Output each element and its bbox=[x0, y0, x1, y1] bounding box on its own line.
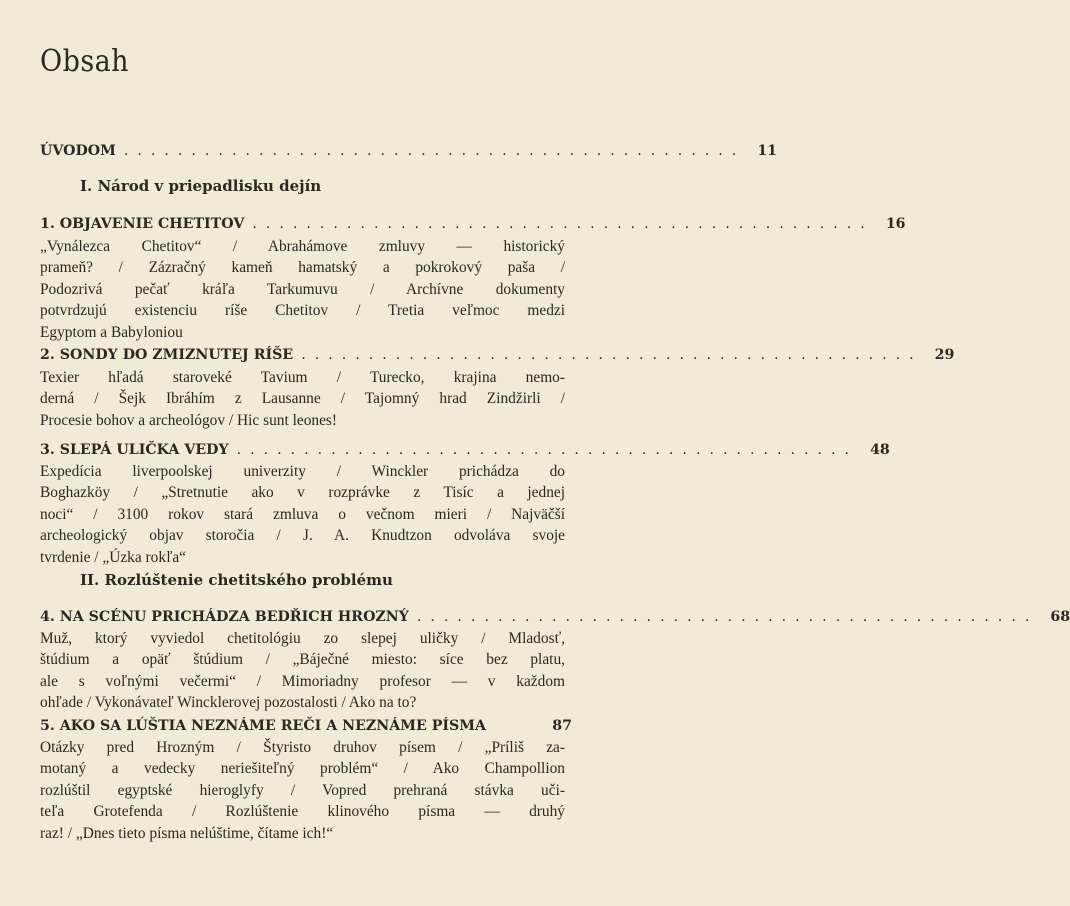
summary-line: Otázky pred Hrozným / Štyristo druhov písem / „Príliš za- bbox=[40, 739, 565, 756]
toc-page-number: 48 bbox=[870, 442, 890, 458]
toc-entry-chapter-1 bbox=[40, 216, 906, 232]
chapter-1-summary bbox=[40, 236, 565, 343]
part-heading-1: I. Národ v priepadlisku dejín bbox=[80, 177, 322, 195]
toc-entry-label: 1. OBJAVENIE CHETITOV bbox=[40, 216, 245, 232]
summary-line: Expedícia liverpoolskej univerzity / Winckler prichádza do bbox=[40, 463, 565, 480]
chapter-2-summary bbox=[40, 367, 565, 431]
summary-line: motaný a vedecky neriešiteľný problém“ / Ako Champollion bbox=[40, 760, 565, 778]
summary-line: štúdium a opäť štúdium / „Báječné miesto: síce bez platu, bbox=[40, 651, 565, 669]
summary-line: tvrdenie / „Úzka rokľa“ bbox=[40, 548, 186, 566]
leader-dots: .............................................. bbox=[123, 143, 746, 159]
summary-line: raz! / „Dnes tieto písma nelúštime, čítame ich!“ bbox=[40, 824, 334, 842]
toc-entry-label: 3. SLEPÁ ULIČKA VEDY bbox=[40, 442, 229, 458]
summary-line: Podozrivá pečať kráľa Tarkumuvu / Archívne dokumenty bbox=[40, 280, 565, 298]
leader-dots: .............................................. bbox=[416, 609, 1039, 625]
chapter-3-summary bbox=[40, 461, 565, 568]
summary-line: archeologický objav storočia / J. A. Knudtzon odvoláva svoje bbox=[40, 527, 565, 545]
summary-line: potvrdzujú existenciu ríše Chetitov / Tretia veľmoc medzi bbox=[40, 302, 565, 320]
toc-entry-chapter-2 bbox=[40, 347, 955, 363]
toc-entry-chapter-4 bbox=[40, 609, 1070, 625]
toc-entry-label: 2. SONDY DO ZMIZNUTEJ RÍŠE bbox=[40, 347, 294, 363]
summary-line: Muž, ktorý vyviedol chetitológiu zo slepej uličky / Mladosť, bbox=[40, 630, 565, 647]
chapter-4-summary bbox=[40, 628, 565, 714]
summary-line: Procesie bohov a archeológov / Hic sunt leones! bbox=[40, 411, 338, 429]
summary-line: Boghazköy / „Stretnutie ako v rozprávke z Tisíc a jednej bbox=[40, 484, 565, 502]
summary-line: Egyptom a Babyloniou bbox=[40, 323, 183, 341]
toc-entry-label: 4. NA SCÉNU PRICHÁDZA BEDŘICH HROZNÝ bbox=[40, 609, 409, 625]
summary-line: ohľade / Vykonávateľ Wincklerovej pozostalosti / Ako na to? bbox=[40, 694, 417, 712]
summary-line: noci“ / 3100 rokov stará zmluva o večnom mieri / Najväčší bbox=[40, 505, 565, 523]
toc-page-number: 11 bbox=[757, 143, 778, 159]
chapter-5-summary bbox=[40, 737, 565, 844]
leader-dots: .............................................. bbox=[301, 347, 923, 363]
toc-entry-intro bbox=[40, 143, 778, 159]
summary-line: rozlúštil egyptské hieroglyfy / Vopred prehraná stávka uči- bbox=[40, 781, 565, 799]
leader-dots: .............................................. bbox=[236, 442, 859, 458]
summary-line: derná / Šejk Ibráhím z Lausanne / Tajomný hrad Zindžirli / bbox=[40, 390, 565, 408]
page-title: Obsah bbox=[40, 44, 130, 79]
toc-page-number: 16 bbox=[885, 216, 906, 232]
summary-line: teľa Grotefenda / Rozlúštenie klinového písma — druhý bbox=[40, 803, 565, 821]
toc-entry-label: 5. AKO SA LÚŠTIA NEZNÁME REČI A NEZNÁME PÍSMA bbox=[40, 718, 486, 734]
toc-entry-label: ÚVODOM bbox=[40, 143, 116, 159]
summary-line: Texier hľadá staroveké Tavium / Turecko, krajina nemo- bbox=[40, 369, 565, 386]
toc-page-number: 87 bbox=[552, 718, 572, 734]
part-heading-2: II. Rozlúštenie chetitského problému bbox=[80, 571, 393, 589]
toc-page-number: 29 bbox=[934, 347, 955, 363]
summary-line: „Vynálezca Chetitov“ / Abrahámove zmluvy — historický bbox=[40, 238, 565, 255]
summary-line: ale s voľnými večermi“ / Mimoriadny profesor — v každom bbox=[40, 672, 565, 690]
toc-entry-chapter-5 bbox=[40, 718, 572, 734]
summary-line: prameň? / Zázračný kameň hamatský a pokrokový paša / bbox=[40, 259, 565, 277]
toc-entry-chapter-3 bbox=[40, 442, 890, 458]
leader-dots: .............................................. bbox=[252, 216, 874, 232]
toc-page-number: 68 bbox=[1050, 609, 1070, 625]
